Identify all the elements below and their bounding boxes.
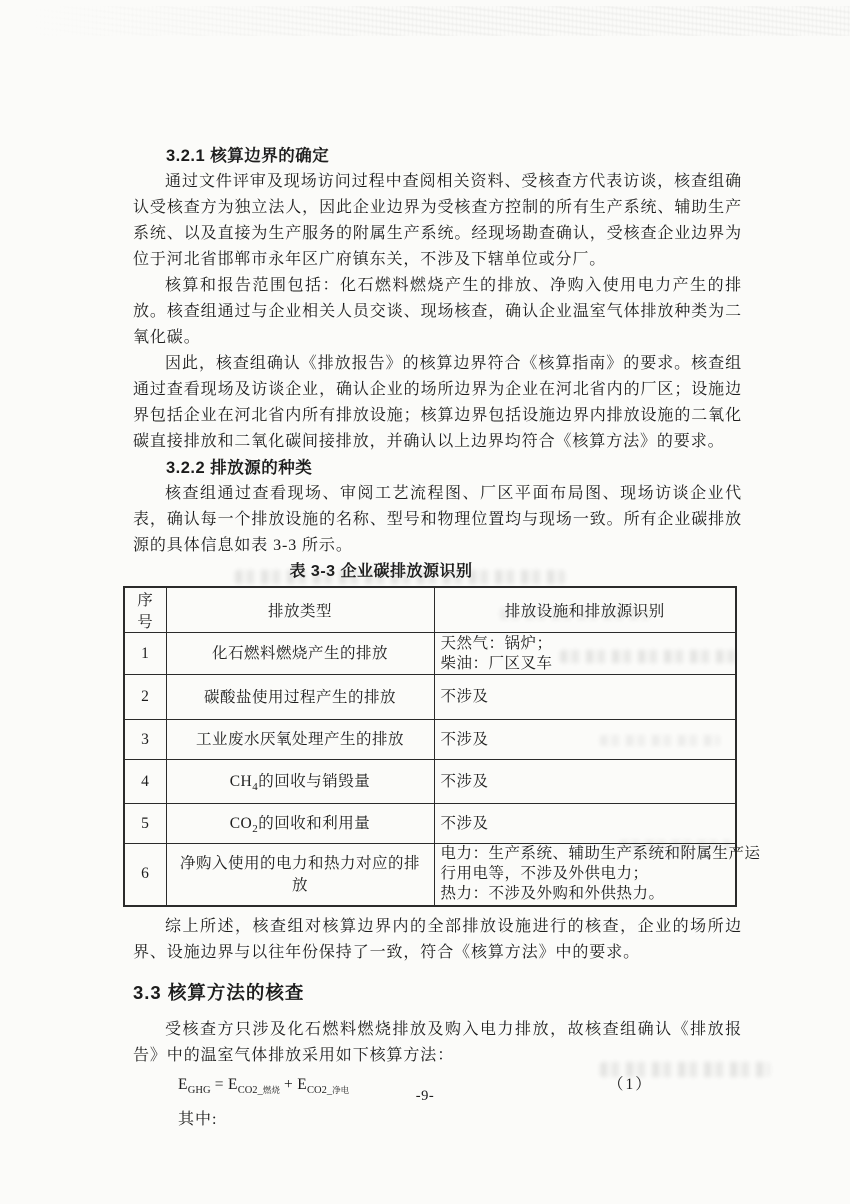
emission-type-cell: 工业废水厌氧处理产生的排放 <box>166 720 434 760</box>
row-index: 2 <box>124 675 166 720</box>
row-index: 4 <box>124 760 166 804</box>
emission-type-cell: 化石燃料燃烧产生的排放 <box>166 633 434 675</box>
table-row <box>124 633 736 675</box>
source-identification-cell: 不涉及 <box>434 804 736 844</box>
table-row <box>124 760 736 804</box>
equation-number: （1） <box>608 1075 653 1093</box>
row-index: 5 <box>124 804 166 844</box>
source-identification-cell: 不涉及 <box>434 720 736 760</box>
table-row <box>124 844 736 906</box>
table-row <box>124 675 736 720</box>
row-index: 6 <box>124 844 166 906</box>
section-heading-3-2-2: 3.2.2 排放源的种类 <box>166 459 313 477</box>
paragraph-boundary-1: 通过文件评审及现场访问过程中查阅相关资料、受核查方代表访谈，核查组确认受核查方为独立法人，因此企业边界为受核查方控制的所有生产系统、辅助生产系统、以及直接为生产服务的附属生产系统。经现场勘查确认，受核查企业边界为位于河北省邯郸市永年区广府镇东关，不涉及下辖单位或分厂。 <box>133 173 742 268</box>
paragraph-boundary-2: 核算和报告范围包括：化石燃料燃烧产生的排放、净购入使用电力产生的排放。核查组通过与企业相关人员交谈、现场核查，确认企业温室气体排放种类为二氧化碳。 <box>133 277 742 346</box>
source-identification-cell: 不涉及 <box>434 760 736 804</box>
equation-1: $E_{GHG} = E_{CO2\_燃烧} + E_{CO2\_净电}$ （1） <box>178 1073 742 1103</box>
section-heading-3-3: 3.3 核算方法的核查 <box>133 981 305 1003</box>
row-index: 3 <box>124 720 166 760</box>
page-number: -9- <box>415 1088 435 1104</box>
table-caption-row <box>123 561 735 583</box>
document-body <box>133 143 761 1133</box>
emission-type-cell: 净购入使用的电力和热力对应的排放 <box>166 844 434 906</box>
table-row <box>124 804 736 844</box>
emission-type-cell: 碳酸盐使用过程产生的排放 <box>166 675 434 720</box>
paragraph-method: 受核查方只涉及化石燃料燃烧排放及购入电力排放，故核查组确认《排放报告》中的温室气体排放采用如下核算方法： <box>133 1020 742 1064</box>
equation-term-combustion: $E_{CO2\_燃烧}$ <box>227 1075 280 1096</box>
table-caption: 表 3-3 企业碳排放源识别 <box>289 563 473 580</box>
equation-lhs: $E_{GHG}$ <box>178 1075 211 1096</box>
col-header-index: 序号 <box>124 587 166 633</box>
paragraph-summary: 综上所述，核查组对核算边界内的全部排放设施进行的核查，企业的场所边界、设施边界与以往年份保持了一致，符合《核算方法》中的要求。 <box>133 917 742 961</box>
col-header-emission-type: 排放类型 <box>166 587 434 633</box>
where-label: 其中: <box>178 1110 218 1128</box>
source-identification-cell: 电力：生产系统、辅助生产系统和附属生产运 行用电等，不涉及外供电力； 热力：不涉及外购和外供热力。 <box>434 844 736 906</box>
source-identification-cell: 天然气：锅炉； 柴油：厂区叉车 <box>434 633 736 675</box>
row-index: 1 <box>124 633 166 675</box>
paragraph-boundary-3: 因此，核查组确认《排放报告》的核算边界符合《核算指南》的要求。核查组通过查看现场及访谈企业，确认企业的场所边界为企业在河北省内的厂区；设施边界包括企业在河北省内所有排放设施；核算边界包括设施边界内排放设施的二氧化碳直接排放和二氧化碳间接排放，并确认以上边界均符合《核算方法》的要求。 <box>133 355 742 450</box>
emission-source-table <box>123 586 761 907</box>
section-heading-3-2-1: 3.2.1 核算边界的确定 <box>166 147 330 165</box>
emission-type-cell: $CH_4$的回收与销毁量 <box>166 760 434 804</box>
paragraph-emission-sources: 核查组通过查看现场、审阅工艺流程图、厂区平面布局图、现场访谈企业代表，确认每一个排放设施的名称、型号和物理位置均与现场一致。所有企业碳排放源的具体信息如表 3-3 所示。 <box>133 485 742 554</box>
table-row <box>124 720 736 760</box>
table-header-row <box>124 587 736 633</box>
equation-term-net-electricity: $E_{CO2\_净电}$ <box>297 1075 350 1096</box>
emission-type-cell: $CO_2$的回收和利用量 <box>166 804 434 844</box>
col-header-source-identification: 排放设施和排放源识别 <box>434 587 736 633</box>
scan-noise-band <box>0 6 850 36</box>
source-identification-cell: 不涉及 <box>434 675 736 720</box>
